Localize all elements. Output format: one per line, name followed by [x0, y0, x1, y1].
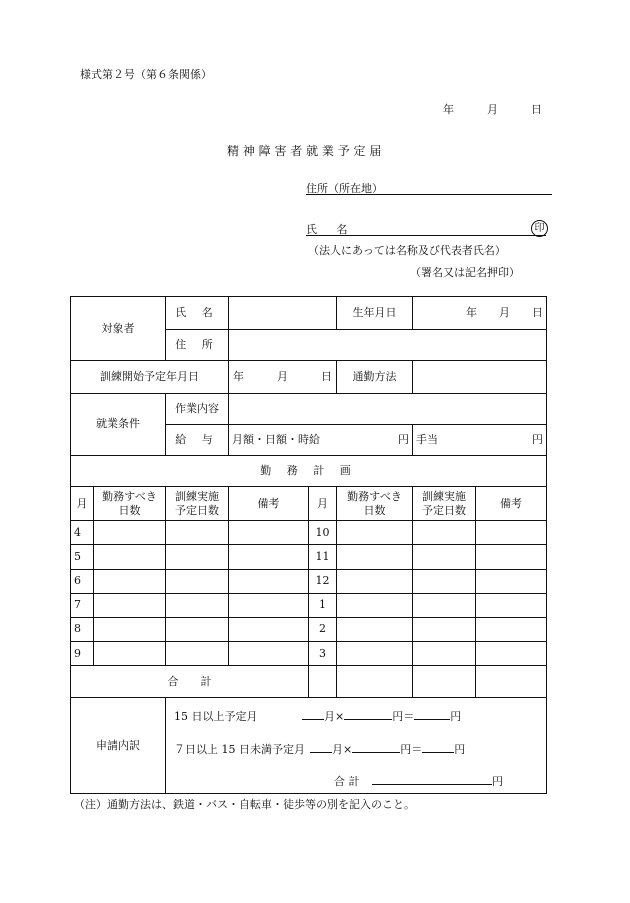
notes-left-input[interactable] — [229, 642, 309, 666]
training-right-input[interactable] — [413, 617, 476, 641]
months-blank-1[interactable] — [302, 707, 324, 720]
notes-left-input[interactable] — [229, 569, 309, 593]
notes-left-input[interactable] — [229, 545, 309, 569]
breakdown-total: 合 計 円 — [334, 772, 503, 789]
person-address-label: 住 所 — [166, 330, 229, 361]
notes-left-input[interactable] — [229, 617, 309, 641]
total-notes[interactable] — [476, 666, 547, 698]
date-line: 年 月 日 — [443, 103, 542, 116]
col-workdays-right: 勤務すべき 日数 — [337, 487, 413, 521]
breakdown-area — [166, 698, 547, 794]
month-left: 4 — [71, 521, 94, 545]
allowance-label: 手当 — [416, 432, 438, 446]
rate-blank-2[interactable] — [352, 740, 400, 753]
address-field[interactable] — [306, 180, 552, 195]
month-left: 8 — [71, 617, 94, 641]
employment-form-table — [70, 296, 547, 794]
training-left-input[interactable] — [166, 642, 229, 666]
schedule-title: 勤 務 計 画 — [71, 455, 547, 486]
training-left-input[interactable] — [166, 521, 229, 545]
workdays-left-input[interactable] — [94, 617, 166, 641]
training-right-input[interactable] — [413, 569, 476, 593]
training-left-input[interactable] — [166, 545, 229, 569]
commute-label: 通勤方法 — [337, 361, 413, 393]
col-month-left: 月 — [71, 487, 94, 521]
salary-unit: 円 — [398, 432, 409, 446]
workdays-left-input[interactable] — [94, 642, 166, 666]
month-row — [71, 617, 547, 641]
col-month-right: 月 — [309, 487, 337, 521]
notes-right-input[interactable] — [476, 593, 547, 617]
col-training-left: 訓練実施 予定日数 — [166, 487, 229, 521]
document-title: 精 神 障 害 者 就 業 予 定 届 — [227, 144, 382, 158]
breakdown-line-7days: ７日以上 15 日未満予定月 月× 円＝ 円 — [174, 740, 465, 757]
training-left-input[interactable] — [166, 593, 229, 617]
training-start-label: 訓練開始予定年月日 — [71, 361, 229, 393]
work-content-input[interactable] — [229, 393, 547, 424]
sign-note: （署名又は記名押印） — [410, 266, 520, 279]
commute-input[interactable] — [413, 361, 547, 393]
notes-right-input[interactable] — [476, 642, 547, 666]
workdays-right-input[interactable] — [337, 569, 413, 593]
person-address-input[interactable] — [229, 330, 547, 361]
allowance-unit: 円 — [532, 432, 543, 446]
notes-left-input[interactable] — [229, 593, 309, 617]
target-person-label: 対象者 — [71, 297, 166, 361]
month-right: 12 — [309, 569, 337, 593]
notes-left-input[interactable] — [229, 521, 309, 545]
rate-blank-1[interactable] — [344, 707, 392, 720]
training-right-input[interactable] — [413, 642, 476, 666]
name-label: 氏 名 — [306, 223, 356, 236]
col-training-right: 訓練実施 予定日数 — [413, 487, 476, 521]
month-row — [71, 593, 547, 617]
amount-blank-1[interactable] — [414, 707, 450, 720]
workdays-left-input[interactable] — [94, 569, 166, 593]
workdays-left-input[interactable] — [94, 593, 166, 617]
breakdown-label: 申請内訳 — [71, 698, 166, 794]
training-right-input[interactable] — [413, 521, 476, 545]
footnote: （注）通勤方法は、鉄道・バス・自転車・徒歩等の別を記入のこと。 — [74, 798, 415, 811]
total-workdays[interactable] — [337, 666, 413, 698]
notes-right-input[interactable] — [476, 617, 547, 641]
total-spacer — [309, 666, 337, 698]
month-left: 6 — [71, 569, 94, 593]
workdays-right-input[interactable] — [337, 593, 413, 617]
workdays-right-input[interactable] — [337, 521, 413, 545]
training-right-input[interactable] — [413, 593, 476, 617]
month-row — [71, 521, 547, 545]
form-number: 様式第２号（第６条関係） — [80, 68, 212, 81]
notes-right-input[interactable] — [476, 545, 547, 569]
col-notes-right: 備考 — [476, 487, 547, 521]
work-conditions-label: 就業条件 — [71, 393, 166, 455]
col-workdays-left: 勤務すべき 日数 — [94, 487, 166, 521]
month-right: 2 — [309, 617, 337, 641]
salary-input[interactable] — [229, 424, 413, 455]
workdays-right-input[interactable] — [337, 642, 413, 666]
salary-type: 月額・日額・時給 — [232, 432, 320, 446]
month-right: 1 — [309, 593, 337, 617]
training-left-input[interactable] — [166, 569, 229, 593]
month-row — [71, 569, 547, 593]
total-training[interactable] — [413, 666, 476, 698]
allowance-input[interactable] — [413, 424, 547, 455]
workdays-right-input[interactable] — [337, 545, 413, 569]
month-row — [71, 545, 547, 569]
month-right: 10 — [309, 521, 337, 545]
person-name-label: 氏 名 — [166, 297, 229, 330]
workdays-left-input[interactable] — [94, 521, 166, 545]
seal-mark: 印 — [531, 220, 548, 237]
months-blank-2[interactable] — [310, 740, 332, 753]
training-right-input[interactable] — [413, 545, 476, 569]
notes-right-input[interactable] — [476, 521, 547, 545]
breakdown-line-15days: 15 日以上予定月 月× 円＝ 円 — [174, 707, 461, 724]
corp-note: （法人にあっては名称及び代表者氏名） — [308, 244, 506, 257]
month-left: 9 — [71, 642, 94, 666]
workdays-left-input[interactable] — [94, 545, 166, 569]
work-content-label: 作業内容 — [166, 393, 229, 424]
training-start-input[interactable]: 年 月 日 — [229, 361, 337, 393]
birthdate-input[interactable]: 年 月 日 — [413, 297, 547, 330]
birthdate-label: 生年月日 — [337, 297, 413, 330]
salary-label: 給 与 — [166, 424, 229, 455]
notes-right-input[interactable] — [476, 569, 547, 593]
person-name-input[interactable] — [229, 297, 337, 330]
total-label: 合 計 — [71, 666, 309, 698]
month-left: 5 — [71, 545, 94, 569]
month-right: 3 — [309, 642, 337, 666]
month-row — [71, 642, 547, 666]
col-notes-left: 備考 — [229, 487, 309, 521]
training-left-input[interactable] — [166, 617, 229, 641]
amount-blank-2[interactable] — [422, 740, 454, 753]
grand-total-blank[interactable] — [372, 772, 492, 785]
name-field[interactable] — [306, 221, 546, 236]
month-right: 11 — [309, 545, 337, 569]
month-left: 7 — [71, 593, 94, 617]
workdays-right-input[interactable] — [337, 617, 413, 641]
address-label: 住所（所在地） — [306, 182, 383, 195]
